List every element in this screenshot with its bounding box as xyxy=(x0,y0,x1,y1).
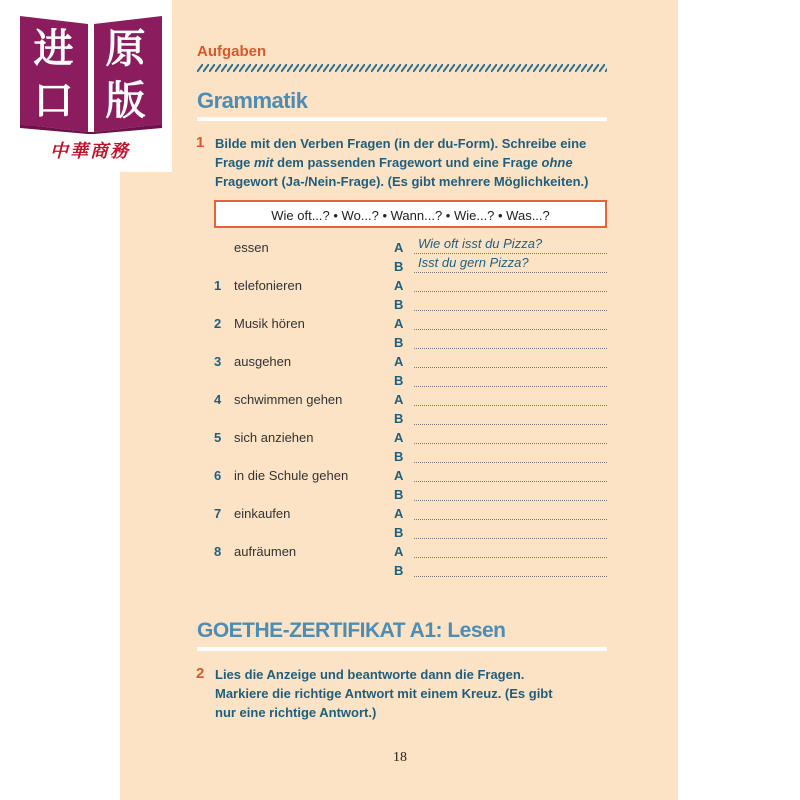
item-number: 3 xyxy=(214,354,222,369)
logo-char-ban: 版 xyxy=(96,76,155,126)
item-number: 5 xyxy=(214,430,222,445)
exercise-row xyxy=(0,236,800,278)
task-instruction xyxy=(215,134,615,191)
question-word-box: Wie oft...? • Wo...? • Wann...? • Wie...? • Was...? xyxy=(214,200,607,228)
answer-line-b[interactable] xyxy=(414,500,607,501)
answer-line-a[interactable] xyxy=(414,443,607,444)
exercise-row xyxy=(0,506,800,544)
exercise-row xyxy=(0,316,800,354)
answer-line-a[interactable] xyxy=(414,253,607,254)
task-instruction xyxy=(215,665,615,722)
label-b: B xyxy=(394,335,404,350)
answer-line-b[interactable] xyxy=(414,462,607,463)
item-verb: Musik hören xyxy=(234,316,305,331)
section-title-goethe: GOETHE-ZERTIFIKAT A1: Lesen xyxy=(197,619,506,642)
label-a: A xyxy=(394,544,404,559)
item-number: 7 xyxy=(214,506,222,521)
logo-char-yuan: 原 xyxy=(96,24,155,74)
page-number: 18 xyxy=(393,750,407,765)
label-b: B xyxy=(394,563,404,578)
instruction-line: Bilde mit den Verben Fragen (in der du-Form). Schreibe eine xyxy=(215,136,587,151)
label-a: A xyxy=(394,506,404,521)
item-verb: essen xyxy=(234,240,269,255)
label-b: B xyxy=(394,525,404,540)
logo-subtitle: 中華商務 xyxy=(50,141,130,162)
section-title-grammatik: Grammatik xyxy=(197,88,308,113)
item-number: 8 xyxy=(214,544,222,559)
exercise-row xyxy=(0,392,800,430)
instruction-line: Fragewort (Ja-/Nein-Frage). (Es gibt mehrere Möglichkeiten.) xyxy=(215,174,589,189)
logo-char-jin: 进 xyxy=(24,24,83,74)
label-b: B xyxy=(394,297,404,312)
label-a: A xyxy=(394,316,404,331)
answer-line-a[interactable] xyxy=(414,481,607,482)
item-verb: in die Schule gehen xyxy=(234,468,349,483)
task-number: 1 xyxy=(196,134,205,151)
exercise-row xyxy=(0,468,800,506)
answer-line-a[interactable] xyxy=(414,519,607,520)
item-number: 6 xyxy=(214,468,222,483)
publisher-logo xyxy=(0,0,172,172)
item-number: 4 xyxy=(214,392,222,407)
item-number: 1 xyxy=(214,278,222,293)
label-b: B xyxy=(394,373,404,388)
item-verb: schwimmen gehen xyxy=(234,392,343,407)
answer-b: Isst du gern Pizza? xyxy=(418,255,529,270)
item-number: 2 xyxy=(214,316,222,331)
exercise-row xyxy=(0,544,800,582)
answer-line-a[interactable] xyxy=(414,291,607,292)
instruction-line: Lies die Anzeige und beantworte dann die Fragen. xyxy=(215,667,525,682)
task-number: 2 xyxy=(196,665,205,682)
answer-line-b[interactable] xyxy=(414,576,607,577)
label-b: B xyxy=(394,411,404,426)
item-verb: telefonieren xyxy=(234,278,302,293)
label-a: A xyxy=(394,430,404,445)
label-a: A xyxy=(394,354,404,369)
label-b: B xyxy=(394,259,404,274)
exercise-row xyxy=(0,278,800,316)
instruction-line: Frage mit dem passenden Fragewort und eine Frage ohne xyxy=(215,155,573,170)
answer-line-b[interactable] xyxy=(414,348,607,349)
label-a: A xyxy=(394,392,404,407)
answer-line-a[interactable] xyxy=(414,329,607,330)
answer-line-b[interactable] xyxy=(414,310,607,311)
header-label: Aufgaben xyxy=(197,43,267,60)
item-verb: einkaufen xyxy=(234,506,291,521)
exercise-row xyxy=(0,430,800,468)
section-divider xyxy=(197,647,607,651)
label-b: B xyxy=(394,487,404,502)
answer-line-b[interactable] xyxy=(414,424,607,425)
section-divider xyxy=(197,117,607,121)
logo-char-kou: 口 xyxy=(24,76,83,126)
answer-a: Wie oft isst du Pizza? xyxy=(418,236,543,251)
instruction-line: nur eine richtige Antwort.) xyxy=(215,705,377,720)
label-a: A xyxy=(394,278,404,293)
item-verb: aufräumen xyxy=(234,544,297,559)
answer-line-a[interactable] xyxy=(414,405,607,406)
answer-line-b[interactable] xyxy=(414,272,607,273)
label-b: B xyxy=(394,449,404,464)
answer-line-b[interactable] xyxy=(414,538,607,539)
label-a: A xyxy=(394,240,404,255)
answer-line-a[interactable] xyxy=(414,367,607,368)
item-verb: ausgehen xyxy=(234,354,292,369)
answer-line-b[interactable] xyxy=(414,386,607,387)
item-verb: sich anziehen xyxy=(234,430,314,445)
instruction-line: Markiere die richtige Antwort mit einem Kreuz. (Es gibt xyxy=(215,686,553,701)
zigzag-divider xyxy=(197,64,607,72)
label-a: A xyxy=(394,468,404,483)
exercise-row xyxy=(0,354,800,392)
answer-line-a[interactable] xyxy=(414,557,607,558)
